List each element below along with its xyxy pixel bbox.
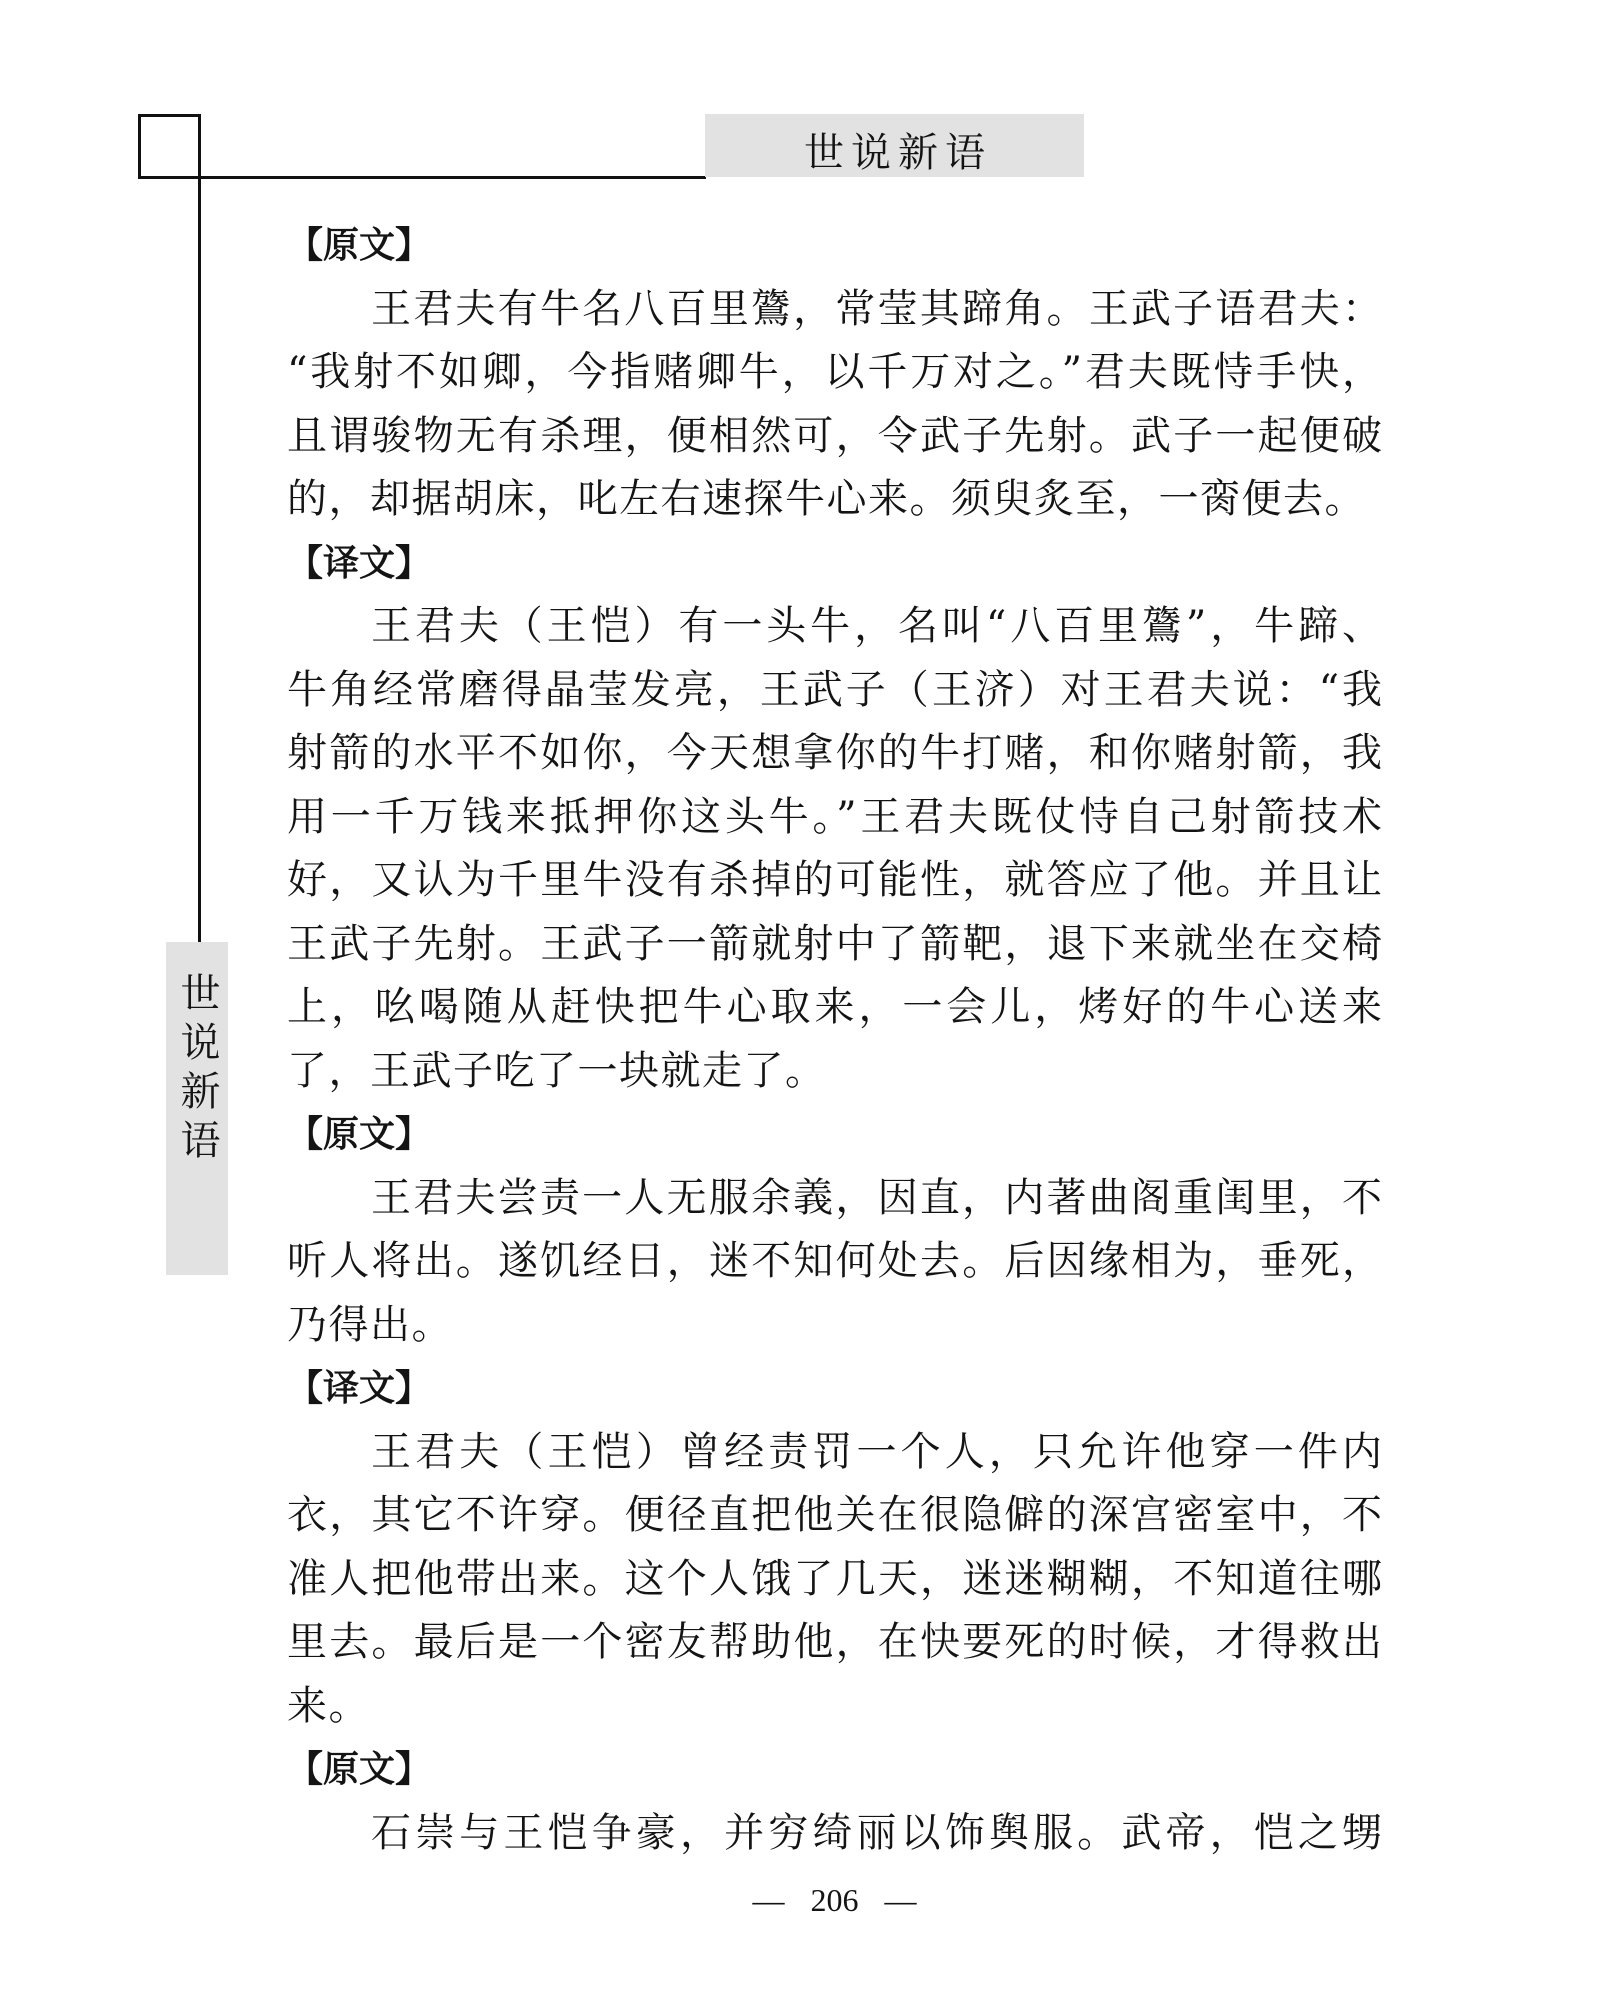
- text-line: 乃得出。: [287, 1301, 453, 1348]
- text-line: 好，又认为千里牛没有杀掉的可能性，就答应了他。并且让: [287, 857, 1382, 903]
- header-rule: [138, 176, 706, 179]
- text-line: 王君夫尝责一人无服余義，因直，内著曲阁重闺里，不: [371, 1174, 1382, 1221]
- text-line: 衣，其它不许穿。便径直把他关在很隐僻的深宫密室中，不: [287, 1492, 1382, 1538]
- running-header: [705, 114, 1084, 177]
- text-line: 王君夫有牛名八百里鷟，常莹其蹄角。王武子语君夫：: [371, 285, 1382, 332]
- page-body: [287, 214, 1382, 1865]
- text-line: 射箭的水平不如你，今天想拿你的牛打赌，和你赌射箭，我: [287, 730, 1382, 776]
- section-heading: 【原文】: [287, 1749, 432, 1790]
- text-line: 上，吆喝随从赶快把牛心取来，一会儿，烤好的牛心送来: [287, 984, 1382, 1030]
- text-line: 来。: [287, 1682, 370, 1729]
- text-line: 牛角经常磨得晶莹发亮，王武子（王济）对王君夫说：“我: [287, 666, 1382, 713]
- text-line: 用一千万钱来抵押你这头牛。”王君夫既仗恃自己射箭技术: [287, 793, 1382, 840]
- section-heading: 【原文】: [287, 1114, 432, 1155]
- corner-square-ornament: [138, 114, 201, 179]
- margin-rule: [198, 114, 201, 942]
- text-line: 且谓骏物无有杀理，便相然可，令武子先射。武子一起便破: [287, 412, 1382, 459]
- text-line: 王君夫（王恺）曾经责罚一个人，只允许他穿一件内: [371, 1428, 1382, 1475]
- section-heading: 【译文】: [287, 1368, 432, 1409]
- text-line: 准人把他带出来。这个人饿了几天，迷迷糊糊，不知道往哪: [287, 1555, 1382, 1602]
- section-heading: 【原文】: [287, 225, 432, 266]
- side-tab: [166, 942, 228, 1275]
- text-line: 王君夫（王恺）有一头牛，名叫“八百里鷟”，牛蹄、: [371, 603, 1382, 649]
- text-line: 了，王武子吃了一块就走了。: [287, 1047, 827, 1094]
- text-line: “我射不如卿，今指赌卿牛，以千万对之。”君夫既恃手快，: [287, 349, 1382, 395]
- page-number: — 206 —: [752, 1882, 917, 1918]
- text-line: 的，却据胡床，叱左右速探牛心来。须臾炙至，一脔便去。: [287, 476, 1366, 522]
- text-line: 里去。最后是一个密友帮助他，在快要死的时候，才得救出: [287, 1619, 1382, 1665]
- section-heading: 【译文】: [287, 542, 432, 584]
- text-line: 听人将出。遂饥经日，迷不知何处去。后因缘相为，垂死，: [287, 1238, 1382, 1284]
- side-tab-title: 世说新语: [174, 972, 220, 1168]
- text-line: 石崇与王恺争豪，并穷绮丽以饰舆服。武帝，恺之甥: [371, 1809, 1382, 1856]
- text-line: 王武子先射。王武子一箭就射中了箭靶，退下来就坐在交椅: [287, 920, 1382, 967]
- running-header-title: 世说新语: [804, 130, 992, 176]
